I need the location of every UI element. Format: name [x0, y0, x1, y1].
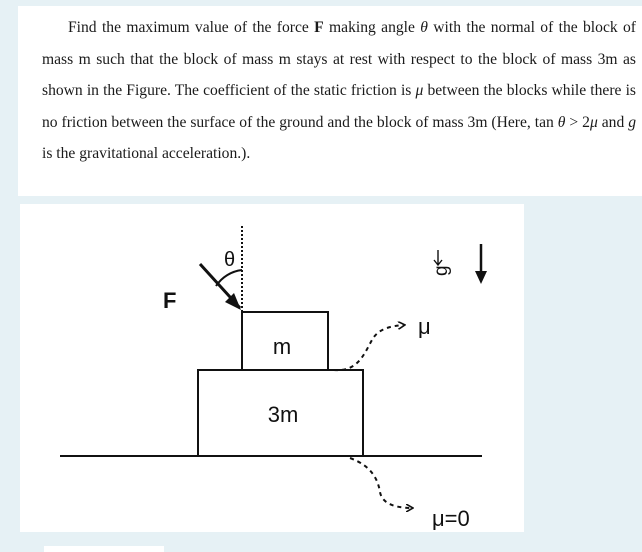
gravity-vector-icon	[434, 250, 442, 265]
mu-top-label: μ	[418, 314, 431, 339]
mu-top-pointer	[334, 325, 404, 370]
bottom-strip	[44, 546, 164, 552]
top-block-label: m	[272, 334, 292, 359]
gravity-label: g	[431, 265, 452, 276]
question-part-3: with the normal of the block of mass m such that the block of mass m stays at rest with respect to the block of mass 3m as shown in the Figure. The coefficient of the static friction is	[42, 19, 636, 99]
block-diagram	[20, 204, 524, 532]
mu-ground-pointer	[350, 458, 412, 508]
question-box	[18, 6, 642, 196]
theta-symbol: θ	[420, 19, 428, 36]
question-part-6: and	[597, 113, 629, 131]
theta-label: θ	[224, 249, 236, 271]
figure-panel	[20, 204, 524, 532]
question-part-4: between the blocks while there is no friction between the surface of the ground and the block of mass 3m (Here, tan	[42, 82, 636, 131]
question-part-1: Find the maximum value of the force	[68, 19, 315, 36]
question-part-2: making angle	[323, 19, 421, 36]
theta-symbol-2: θ	[557, 113, 566, 131]
g-symbol: g	[628, 113, 637, 131]
mu-symbol: μ	[415, 82, 424, 99]
gravity-arrow	[475, 244, 487, 284]
question-part-7: is the gravitational acceleration.).	[42, 145, 251, 162]
force-label: F	[163, 288, 177, 313]
mu-symbol-2: μ	[589, 113, 598, 131]
bottom-block-label: 3m	[267, 402, 299, 427]
question-text	[42, 12, 636, 170]
mu-ground-label: μ=0	[432, 506, 470, 531]
question-part-5: > 2	[565, 113, 590, 131]
angle-arc	[216, 270, 242, 286]
force-symbol: F	[314, 19, 324, 36]
